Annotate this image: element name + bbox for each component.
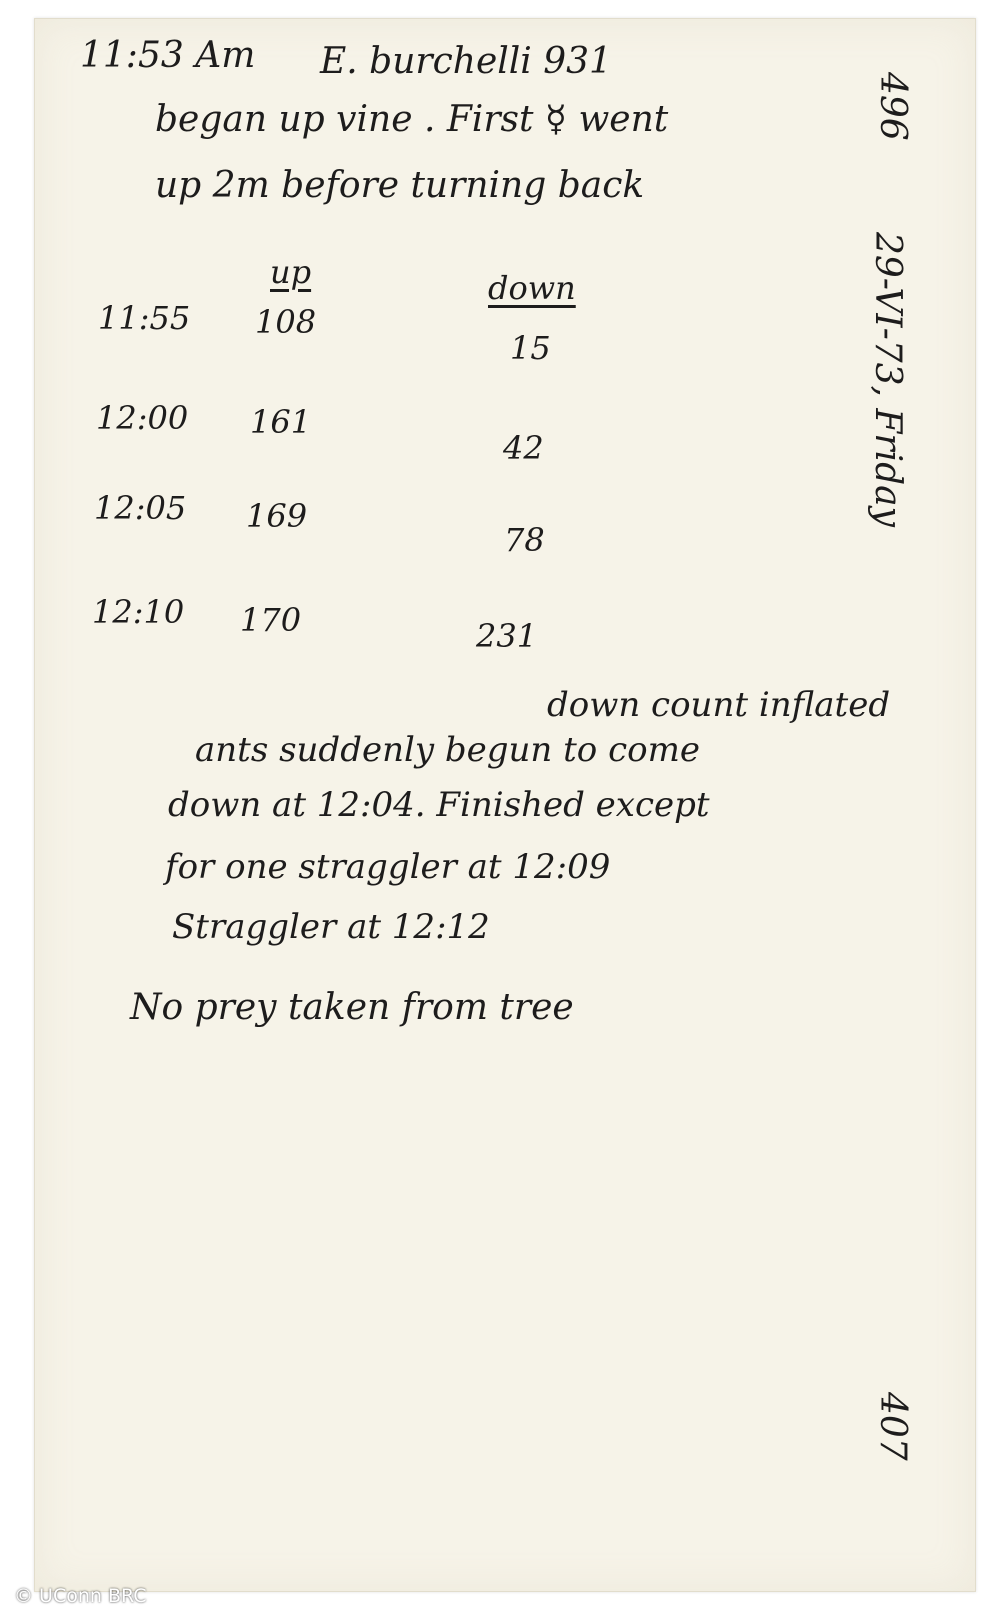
page-number-bottom: 407 bbox=[872, 1392, 913, 1461]
note-line-1: ants suddenly begun to come bbox=[195, 730, 700, 770]
row-up-count: 169 bbox=[246, 497, 308, 535]
intro-line-2: up 2m before turning back bbox=[155, 165, 645, 206]
species-colony: E. burchelli 931 bbox=[320, 41, 612, 82]
note-line-4: Straggler at 12:12 bbox=[172, 907, 490, 947]
down-count-note: down count inflated bbox=[547, 685, 891, 725]
note-line-3: for one straggler at 12:09 bbox=[165, 847, 611, 887]
date-annotation: 29-VI-73, Friday bbox=[867, 232, 908, 527]
row-time: 11:55 bbox=[98, 299, 191, 337]
row-time: 12:00 bbox=[96, 399, 189, 437]
page-number-top: 496 bbox=[872, 72, 913, 141]
row-down-count: 78 bbox=[504, 521, 545, 559]
table-header-down: down bbox=[488, 269, 576, 307]
row-up-count: 108 bbox=[255, 303, 317, 341]
row-up-count: 161 bbox=[250, 403, 312, 441]
row-down-count: 42 bbox=[503, 429, 544, 467]
copyright-credit: © UConn BRC bbox=[14, 1585, 147, 1607]
row-down-count: 231 bbox=[476, 617, 538, 655]
row-time: 12:05 bbox=[94, 489, 187, 527]
final-note: No prey taken from tree bbox=[130, 987, 574, 1028]
intro-line-1: began up vine . First ☿ went bbox=[155, 99, 669, 140]
table-header-up: up bbox=[270, 253, 312, 291]
observation-time: 11:53 Am bbox=[80, 35, 256, 76]
row-down-count: 15 bbox=[510, 329, 551, 367]
row-time: 12:10 bbox=[92, 593, 185, 631]
note-line-2: down at 12:04. Finished except bbox=[168, 785, 710, 825]
row-up-count: 170 bbox=[240, 601, 302, 639]
